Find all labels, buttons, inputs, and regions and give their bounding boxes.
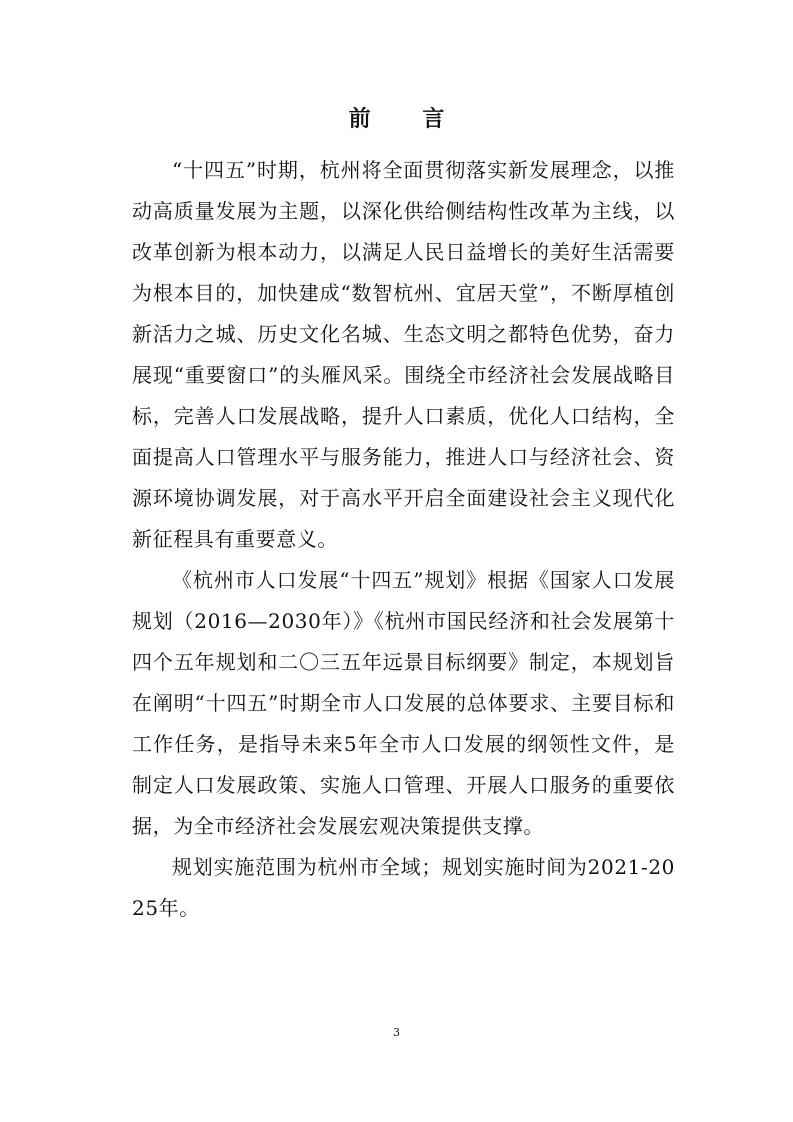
paragraph-3: 规划实施范围为杭州市全域；规划实施时间为2021-2025年。	[132, 855, 675, 920]
paragraph-2: 《杭州市人口发展“十四五”规划》根据《国家人口发展规划（2016—2030年）》《杭州市国民经济和社会发展第十四个五年规划和二〇三五年远景目标纲要》制定，本规划旨在阐明“十四五”时期全市人口发展的总体要求、主要目标和工作任务，是指导未来5年全市人口发展的纲领性文件，是制定人口发展政策、实施人口管理、开展人口服务的重要依据，为全市经济社会发展宏观决策提供支撑。	[132, 568, 675, 838]
page-number: 3	[393, 1026, 400, 1039]
paragraph-1: “十四五”时期，杭州将全面贯彻落实新发展理念，以推动高质量发展为主题，以深化供给侧结构性改革为主线，以改革创新为根本动力，以满足人民日益增长的美好生活需要为根本目的，加快建成“数智杭州、宜居天堂”，不断厚植创新活力之城、历史文化名城、生态文明之都特色优势，奋力展现“重要窗口”的头雁风采。围绕全市经济社会发展战略目标，完善人口发展战略，提升人口素质，优化人口结构，全面提高人口管理水平与服务能力，推进人口与经济社会、资源环境协调发展，对于高水平开启全面建设社会主义现代化新征程具有重要意义。	[132, 158, 675, 551]
page-title: 前 言	[348, 106, 467, 132]
body-text	[132, 150, 675, 929]
